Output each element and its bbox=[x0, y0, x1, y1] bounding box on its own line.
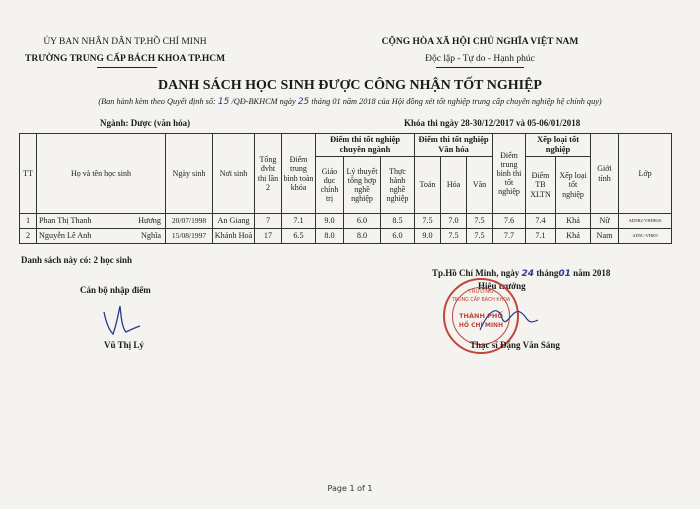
col-chem: Hóa bbox=[441, 157, 467, 214]
col-gender: Giới tính bbox=[591, 134, 619, 214]
summary-count: Danh sách này có: 2 học sinh bbox=[21, 255, 133, 265]
col-pob: Nơi sinh bbox=[213, 134, 255, 214]
col-class: Lớp bbox=[619, 134, 672, 214]
header-left-underline bbox=[97, 67, 157, 68]
document-subtitle: (Ban hành kèm theo Quyết định số: 15 /QĐ-BKHCM ngày 25 tháng 01 năm 2018 của Hội đồng xét tốt nghiệp trung cấp chuyên nghiệp hệ chính quy) bbox=[98, 97, 602, 107]
col-tt: TT bbox=[20, 134, 37, 214]
col-name: Họ và tên học sinh bbox=[37, 134, 166, 214]
left-signature-icon bbox=[100, 300, 150, 340]
left-sign-role: Cán bộ nhập điểm bbox=[80, 285, 151, 295]
national-title: CỘNG HÒA XÃ HỘI CHỦ NGHĨA VIỆT NAM bbox=[381, 37, 579, 47]
student-name: Nguyễn Lê Anh Nghĩa bbox=[37, 229, 166, 244]
col-politics: Giáo dục chính trị bbox=[316, 157, 344, 214]
document-title: DANH SÁCH HỌC SINH ĐƯỢC CÔNG NHẬN TỐT NGHIỆP bbox=[157, 78, 542, 93]
school-seal-icon: TRƯỜNG TRUNG CẤP BÁCH KHOA THÀNH PHỐ HỒ CHÍ MINH bbox=[443, 278, 519, 354]
group-ranking: Xếp loại tốt nghiệp bbox=[526, 134, 591, 157]
col-credits: Tổng đvht thi lần 2 bbox=[255, 134, 282, 214]
issuer-authority: ỦY BAN NHÂN DÂN TP.HỒ CHÍ MINH bbox=[43, 37, 207, 47]
table-row: 2 Nguyễn Lê Anh Nghĩa 15/08/1997 Khánh Hoà 17 6.5 8.0 8.0 6.0 9.0 7.5 7.5 7.7 7.1 Khá Nam AD5C-VHK9 bbox=[20, 229, 672, 244]
col-rank: Xếp loại tốt nghiệp bbox=[556, 157, 591, 214]
exam-period: Khóa thi ngày 28-30/12/2017 và 05-06/01/2018 bbox=[404, 118, 581, 128]
col-gpa: Điểm trung bình toàn khóa bbox=[282, 134, 316, 214]
col-rank-score: Điểm TB XLTN bbox=[526, 157, 556, 214]
national-motto: Độc lập - Tự do - Hạnh phúc bbox=[425, 54, 535, 64]
left-sign-name: Vũ Thị Lý bbox=[104, 340, 144, 350]
table-row: 1 Phan Thị Thanh Hương 20/07/1998 An Giang 7 7.1 9.0 6.0 8.5 7.5 7.0 7.5 7.6 7.4 Khá Nữ AD5B2-VHDB16 bbox=[20, 214, 672, 229]
page-footer: Page 1 of 1 bbox=[327, 484, 373, 493]
graduates-table bbox=[19, 133, 672, 244]
principal-signature-icon bbox=[476, 300, 546, 340]
issuer-school: TRƯỜNG TRUNG CẤP BÁCH KHOA TP.HCM bbox=[25, 54, 226, 64]
group-major-exam: Điểm thi tốt nghiệp chuyên ngành bbox=[316, 134, 415, 157]
major-label: Ngành: Dược (văn hóa) bbox=[100, 118, 191, 128]
decision-number: 15 bbox=[217, 97, 230, 107]
col-exam-avg: Điểm trung bình thi tốt nghiệp bbox=[493, 134, 526, 214]
col-dob: Ngày sinh bbox=[166, 134, 213, 214]
col-practice: Thực hành nghề nghiệp bbox=[381, 157, 415, 214]
col-theory: Lý thuyết tổng hợp nghề nghiệp bbox=[344, 157, 381, 214]
student-name: Phan Thị Thanh Hương bbox=[37, 214, 166, 229]
right-sign-name: Thạc sĩ Đặng Văn Sáng bbox=[470, 340, 560, 350]
decision-day: 25 bbox=[297, 97, 310, 107]
header-right-underline bbox=[436, 67, 524, 68]
right-sign-role: Hiệu trưởng bbox=[478, 281, 526, 291]
group-culture-exam: Điểm thi tốt nghiệp Văn hóa bbox=[415, 134, 493, 157]
col-lit: Văn bbox=[467, 157, 493, 214]
col-math: Toán bbox=[415, 157, 441, 214]
place-date: Tp.Hồ Chí Minh, ngày 24 tháng01 năm 2018 bbox=[432, 268, 611, 279]
